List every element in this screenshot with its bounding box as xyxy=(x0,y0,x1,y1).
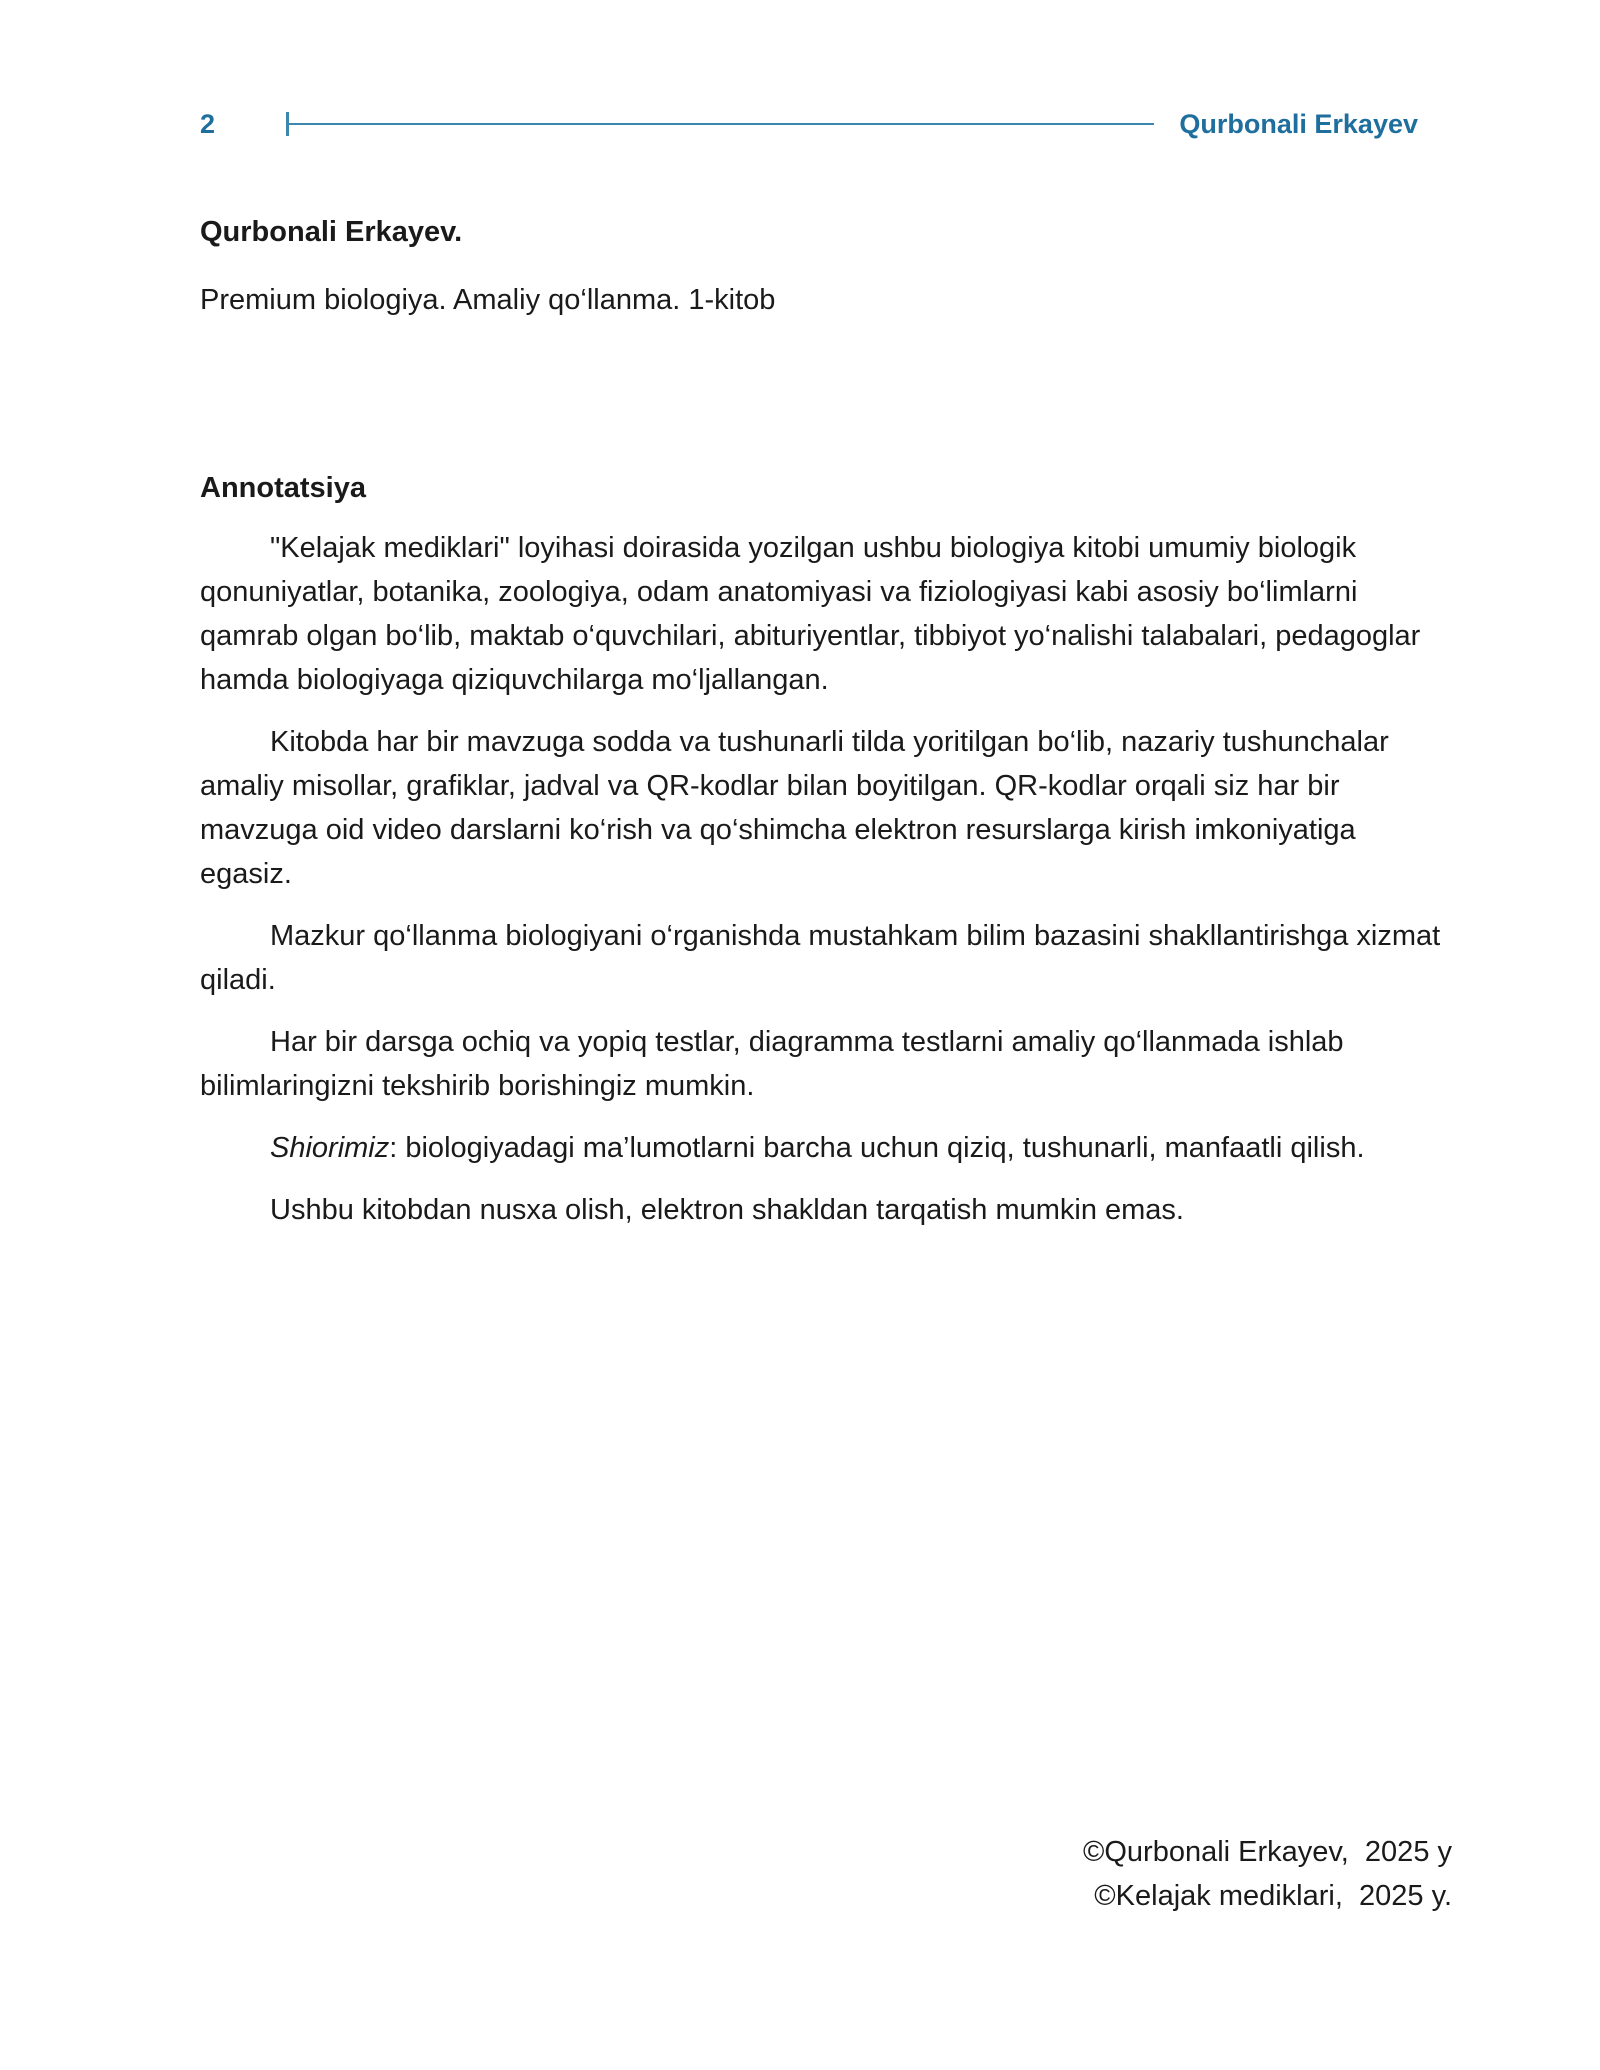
page-number: 2 xyxy=(200,109,216,139)
annotation-paragraph: Mazkur qo‘llanma biologiyani o‘rganishda mustahkam bilim bazasini shakllantirishga xizmat qiladi. xyxy=(200,920,1441,996)
annotation-paragraph: "Kelajak mediklari" loyihasi doirasida yozilgan ushbu biologiya kitobi umumiy biologik qonuniyatlar, botanika, zoologiya, odam anatomiyasi va fiziologiyasi kabi asosiy bo‘limlarni qamrab olgan bo‘lib, maktab o‘quvchilari, abituriyentlar, tibbiyot yo‘nalishi talabalari, pedagoglar hamda biologiyaga qiziquvchilarga mo‘ljallangan. xyxy=(200,532,1421,696)
motto-label: Shiorimiz xyxy=(270,1132,390,1164)
book-title: Premium biologiya. Amaliy qo‘llanma. 1-kitob xyxy=(200,284,776,316)
header-author: Qurbonali Erkayev xyxy=(1179,109,1418,139)
copy-restriction-paragraph: Ushbu kitobdan nusxa olish, elektron shakldan tarqatish mumkin emas. xyxy=(270,1194,1184,1226)
copyright-publisher: ©Kelajak mediklari, 2025 y. xyxy=(1094,1880,1452,1912)
annotation-heading: Annotatsiya xyxy=(200,472,366,504)
motto-paragraph xyxy=(200,1126,1450,1170)
motto-text: : biologiyadagi ma’lumotlarni barcha uchun qiziq, tushunarli, manfaatli qilish. xyxy=(389,1132,1365,1164)
page-content xyxy=(200,208,1450,1232)
copyright-author: ©Qurbonali Erkayev, 2025 y xyxy=(1082,1836,1452,1868)
annotation-paragraph: Kitobda har bir mavzuga sodda va tushunarli tilda yoritilgan bo‘lib, nazariy tushunchalar amaliy misollar, grafiklar, jadval va QR-kodlar bilan boyitilgan. QR-kodlar orqali siz har bir mavzuga oid video darslarni ko‘rish va qo‘shimcha elektron resurslarga kirish imkoniyatiga egasiz. xyxy=(200,726,1389,890)
book-author: Qurbonali Erkayev. xyxy=(200,216,463,248)
annotation-paragraph: Har bir darsga ochiq va yopiq testlar, diagramma testlarni amaliy qo‘llanmada ishlab bilimlaringizni tekshirib borishingiz mumkin. xyxy=(200,1026,1344,1102)
copyright-block xyxy=(1083,1830,1452,1918)
header-rule xyxy=(288,123,1154,125)
page-header xyxy=(200,104,1418,144)
